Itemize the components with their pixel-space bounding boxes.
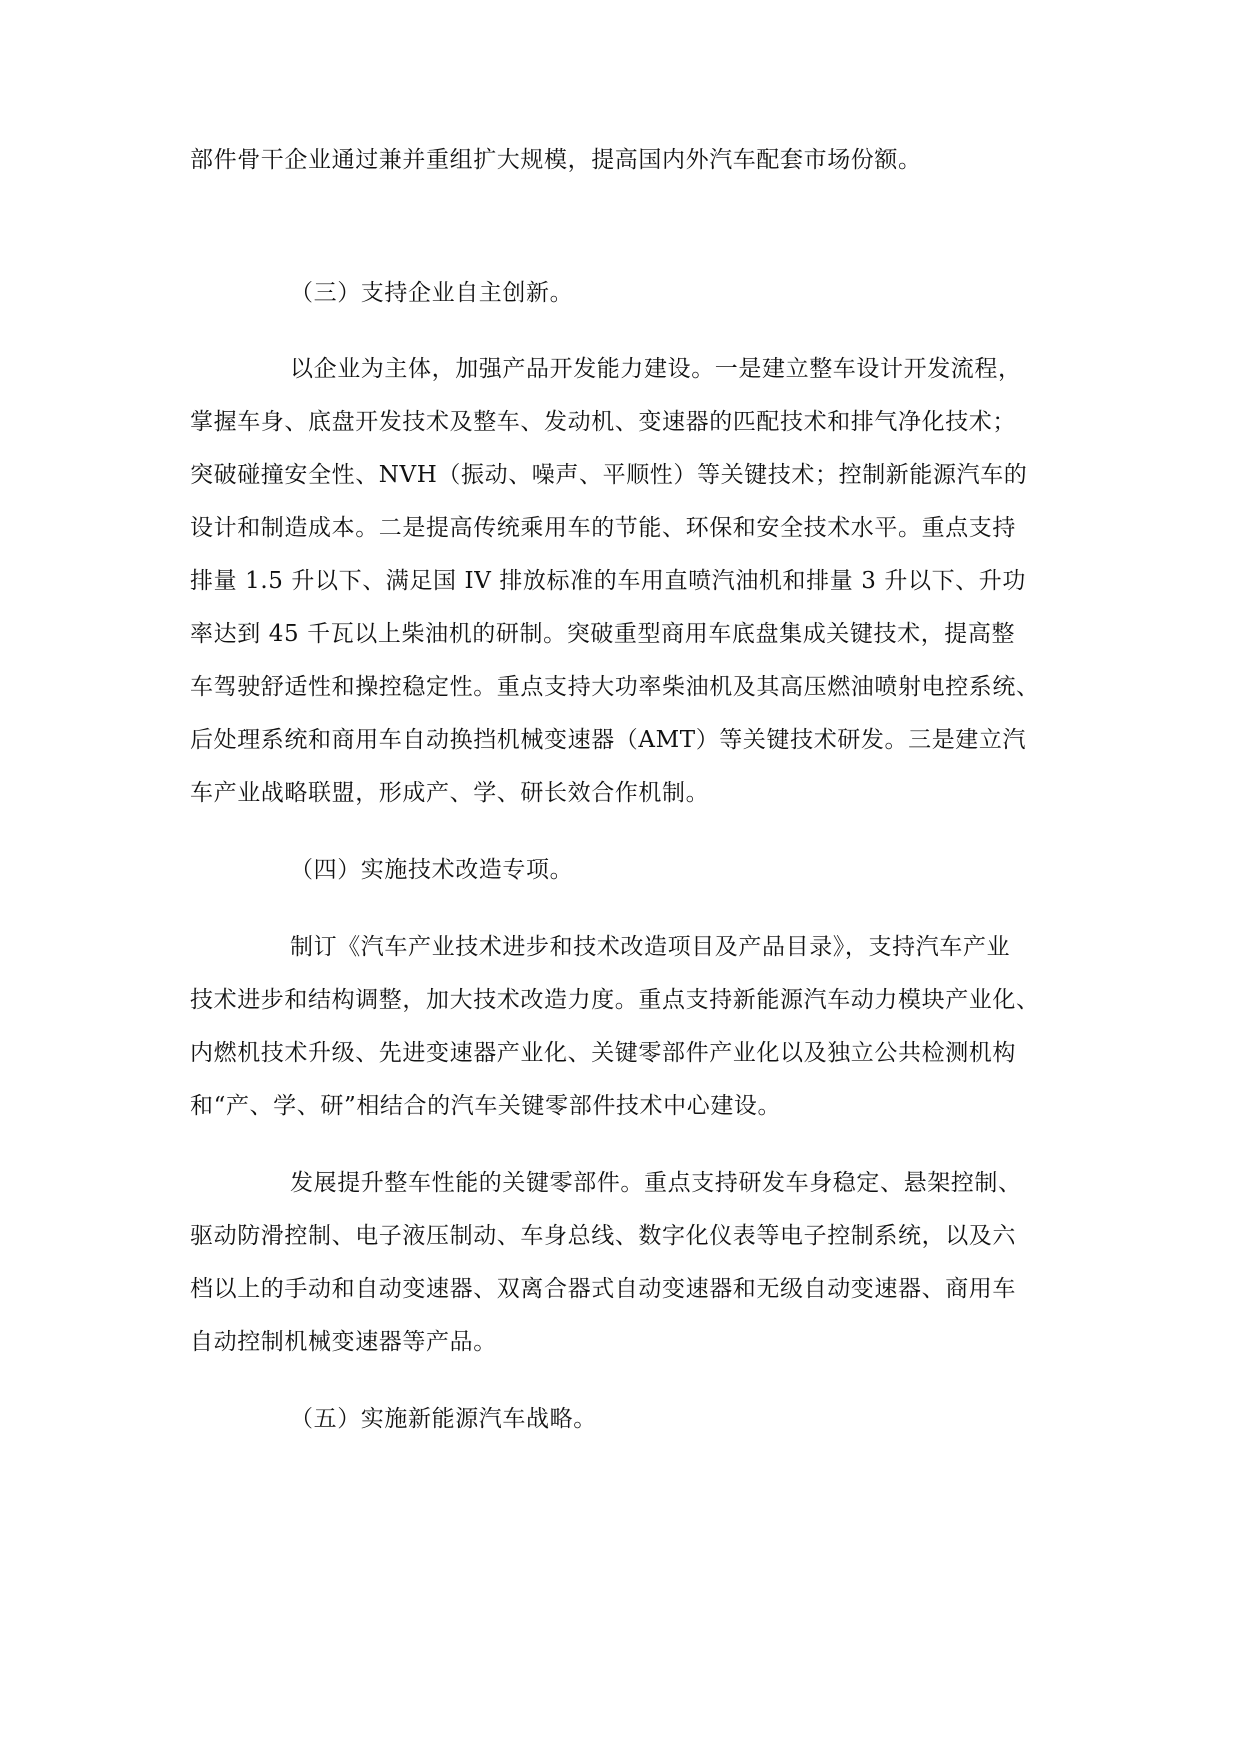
paragraph-line: 车产业战略联盟，形成产、学、研长效合作机制。 [190,780,710,806]
paragraph-line: 档以上的手动和自动变速器、双离合器式自动变速器和无级自动变速器、商用车 [190,1276,1016,1302]
paragraph-line: 驱动防滑控制、电子液压制动、车身总线、数字化仪表等电子控制系统，以及六 [190,1223,1016,1249]
paragraph-line: 排量 1.5 升以下、满足国 IV 排放标准的车用直喷汽油机和排量 3 升以下、升功 [190,568,1026,594]
paragraph-line: 和“产、学、研”相结合的汽车关键零部件技术中心建设。 [190,1093,782,1119]
paragraph-line: 制订《汽车产业技术进步和技术改造项目及产品目录》，支持汽车产业 [290,934,1011,960]
paragraph-line: 发展提升整车性能的关键零部件。重点支持研发车身稳定、悬架控制、 [290,1170,1022,1196]
paragraph-line: 突破碰撞安全性、NVH（振动、噪声、平顺性）等关键技术；控制新能源汽车的 [190,462,1028,488]
paragraph-line: 部件骨干企业通过兼并重组扩大规模，提高国内外汽车配套市场份额。 [190,147,922,173]
paragraph-line: 后处理系统和商用车自动换挡机械变速器（AMT）等关键技术研发。三是建立汽 [190,727,1027,753]
section-heading: （四）实施技术改造专项。 [290,857,574,883]
paragraph-line: 内燃机技术升级、先进变速器产业化、关键零部件产业化以及独立公共检测机构 [190,1040,1016,1066]
paragraph-line: 率达到 45 千瓦以上柴油机的研制。突破重型商用车底盘集成关键技术，提高整 [190,621,1016,647]
paragraph-line: 掌握车身、底盘开发技术及整车、发动机、变速器的匹配技术和排气净化技术； [190,409,1016,435]
paragraph-line: 自动控制机械变速器等产品。 [190,1329,497,1355]
section-heading: （五）实施新能源汽车战略。 [290,1406,597,1432]
paragraph-line: 技术进步和结构调整，加大技术改造力度。重点支持新能源汽车动力模块产业化、 [190,987,1040,1013]
paragraph-line: 设计和制造成本。二是提高传统乘用车的节能、环保和安全技术水平。重点支持 [190,515,1016,541]
paragraph-line: 车驾驶舒适性和操控稳定性。重点支持大功率柴油机及其高压燃油喷射电控系统、 [190,674,1040,700]
section-heading: （三）支持企业自主创新。 [290,280,574,306]
paragraph-line: 以企业为主体，加强产品开发能力建设。一是建立整车设计开发流程， [290,356,1022,382]
